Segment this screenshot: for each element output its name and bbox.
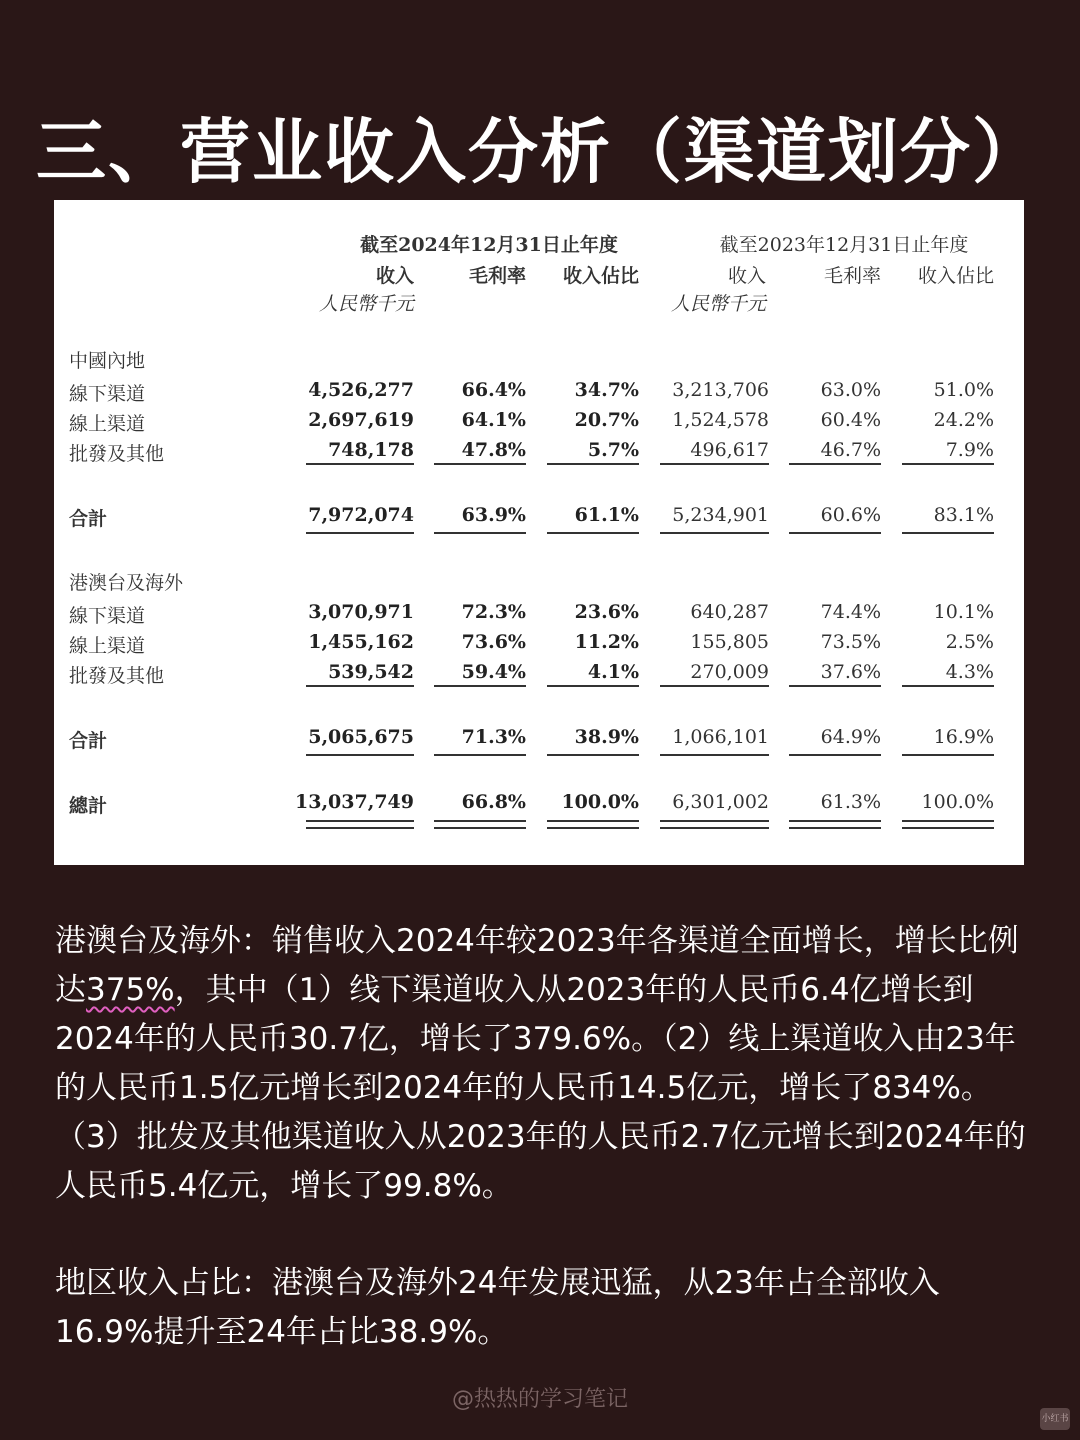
- table-cell: 3,070,971: [308, 601, 414, 623]
- table-cell: 7,972,074: [308, 504, 414, 526]
- group-title: 港澳台及海外: [69, 572, 184, 594]
- col-revenue-2023: [644, 262, 766, 318]
- table-cell: 83.1%: [933, 504, 994, 526]
- subtotal-row: [54, 723, 1024, 753]
- double-underline: [547, 820, 639, 829]
- table-cell: 72.3%: [461, 601, 526, 623]
- underline: [789, 685, 881, 687]
- table-row: [54, 436, 1024, 466]
- table-cell: 60.6%: [820, 504, 881, 526]
- underline: [789, 754, 881, 756]
- table-cell: 748,178: [328, 439, 414, 461]
- table-cell: 270,009: [690, 661, 769, 683]
- underline: [306, 685, 414, 687]
- underline: [660, 532, 769, 534]
- table-cell: 51.0%: [933, 379, 994, 401]
- table-row: [54, 658, 1024, 688]
- double-underline: [434, 820, 526, 829]
- table-cell: 4.3%: [945, 661, 994, 683]
- row-label: 線下渠道: [69, 605, 146, 627]
- underline: [902, 754, 994, 756]
- highlighted-growth-rate: 375%: [86, 972, 175, 1008]
- underline: [547, 532, 639, 534]
- row-label: 批發及其他: [69, 665, 165, 687]
- table-row: [54, 406, 1024, 436]
- table-cell: 64.9%: [820, 726, 881, 748]
- underline: [547, 754, 639, 756]
- underline: [547, 463, 639, 465]
- table-cell: 4.1%: [587, 661, 639, 683]
- col-unit-label: 人民幣千元: [318, 293, 414, 315]
- table-row: [54, 376, 1024, 406]
- table-cell: 6,301,002: [672, 791, 769, 813]
- page-title: 三、营业收入分析（渠道划分）: [36, 111, 1044, 193]
- paragraph-text: ，其中（1）线下渠道收入从2023年的人民币6.4亿增长到2024年的人民币30.7亿，增长了379.6%。（2）线上渠道收入由23年的人民币1.5亿元增长到2024年的人民币14.5亿元，增长了834%。（3）批发及其他渠道收入从2023年的人民币2.7亿元增长到2024年的人民币5.4亿元，增长了99.8%。: [55, 972, 1026, 1204]
- col-margin-2024: 毛利率: [468, 265, 526, 287]
- total-row: [54, 788, 1024, 818]
- underline: [434, 532, 526, 534]
- underline: [547, 685, 639, 687]
- table-cell: 100.0%: [921, 791, 994, 813]
- table-cell: 38.9%: [574, 726, 639, 748]
- table-cell: 66.4%: [461, 379, 526, 401]
- table-row: [54, 598, 1024, 628]
- table-cell: 100.0%: [561, 791, 639, 813]
- underline: [902, 532, 994, 534]
- table-cell: 2,697,619: [308, 409, 414, 431]
- paragraph-text: 港澳台及海外：销售收入2024年较2023年各渠道全面增长，增长比例达: [55, 923, 1019, 1008]
- table-cell: 37.6%: [820, 661, 881, 683]
- table-cell: 155,805: [690, 631, 769, 653]
- table-cell: 34.7%: [574, 379, 639, 401]
- underline: [660, 463, 769, 465]
- table-row: [54, 628, 1024, 658]
- table-cell: 63.9%: [461, 504, 526, 526]
- underline: [306, 463, 414, 465]
- table-cell: 539,542: [328, 661, 414, 683]
- double-underline: [789, 820, 881, 829]
- table-cell: 10.1%: [933, 601, 994, 623]
- revenue-table-image: [54, 200, 1024, 865]
- table-cell: 59.4%: [461, 661, 526, 683]
- col-share-2023: 收入佔比: [917, 265, 994, 287]
- col-unit-label: 人民幣千元: [670, 293, 766, 315]
- col-revenue-label: 收入: [727, 265, 766, 287]
- table-cell: 61.3%: [820, 791, 881, 813]
- watermark: @热热的学习笔记: [451, 1387, 628, 1412]
- underline: [902, 463, 994, 465]
- row-label: 線上渠道: [69, 635, 146, 657]
- double-underline: [306, 820, 414, 829]
- paragraph-overseas-growth: [55, 917, 1030, 1211]
- table-cell: 20.7%: [574, 409, 639, 431]
- underline: [306, 532, 414, 534]
- underline: [306, 754, 414, 756]
- table-cell: 5,234,901: [672, 504, 769, 526]
- table-cell: 24.2%: [933, 409, 994, 431]
- table-cell: 11.2%: [574, 631, 639, 653]
- underline: [789, 532, 881, 534]
- table-cell: 47.8%: [461, 439, 526, 461]
- underline: [660, 685, 769, 687]
- table-cell: 66.8%: [461, 791, 526, 813]
- table-cell: 74.4%: [820, 601, 881, 623]
- paragraph-regional-share: 地区收入占比：港澳台及海外24年发展迅猛，从23年占全部收入16.9%提升至24年占比38.9%。: [55, 1265, 940, 1350]
- underline: [434, 463, 526, 465]
- underline: [789, 463, 881, 465]
- underline: [902, 685, 994, 687]
- table-cell: 63.0%: [820, 379, 881, 401]
- row-label: 合計: [69, 730, 108, 752]
- underline: [660, 754, 769, 756]
- table-cell: 640,287: [690, 601, 769, 623]
- table-cell: 23.6%: [574, 601, 639, 623]
- underline: [434, 754, 526, 756]
- table-cell: 60.4%: [820, 409, 881, 431]
- xiaohongshu-logo-icon: 小红书: [1040, 1408, 1070, 1430]
- table-cell: 46.7%: [820, 439, 881, 461]
- table-cell: 4,526,277: [308, 379, 414, 401]
- table-cell: 13,037,749: [295, 791, 414, 813]
- col-share-2024: 收入佔比: [562, 265, 639, 287]
- double-underline: [660, 820, 769, 829]
- col-revenue-label: 收入: [375, 265, 414, 287]
- table-cell: 5.7%: [587, 439, 639, 461]
- table-cell: 71.3%: [461, 726, 526, 748]
- table-cell: 16.9%: [933, 726, 994, 748]
- double-underline: [902, 820, 994, 829]
- group-title: 中國內地: [69, 350, 146, 372]
- table-cell: 496,617: [690, 439, 769, 461]
- col-revenue-2024: [294, 262, 414, 318]
- table-cell: 1,524,578: [672, 409, 769, 431]
- row-label: 批發及其他: [69, 443, 165, 465]
- table-cell: 73.5%: [820, 631, 881, 653]
- period-2023-header: 截至2023年12月31日止年度: [719, 234, 969, 256]
- table-cell: 1,066,101: [672, 726, 769, 748]
- table-cell: 2.5%: [945, 631, 994, 653]
- table-cell: 61.1%: [574, 504, 639, 526]
- col-margin-2023: 毛利率: [823, 265, 881, 287]
- underline: [434, 685, 526, 687]
- row-label: 線下渠道: [69, 383, 146, 405]
- row-label: 線上渠道: [69, 413, 146, 435]
- row-label: 總計: [69, 795, 108, 817]
- table-cell: 5,065,675: [308, 726, 414, 748]
- row-label: 合計: [69, 508, 108, 530]
- table-cell: 7.9%: [945, 439, 994, 461]
- period-2024-header: 截至2024年12月31日止年度: [360, 234, 618, 256]
- subtotal-row: [54, 501, 1024, 531]
- table-cell: 73.6%: [461, 631, 526, 653]
- table-cell: 3,213,706: [672, 379, 769, 401]
- table-cell: 64.1%: [461, 409, 526, 431]
- table-cell: 1,455,162: [308, 631, 414, 653]
